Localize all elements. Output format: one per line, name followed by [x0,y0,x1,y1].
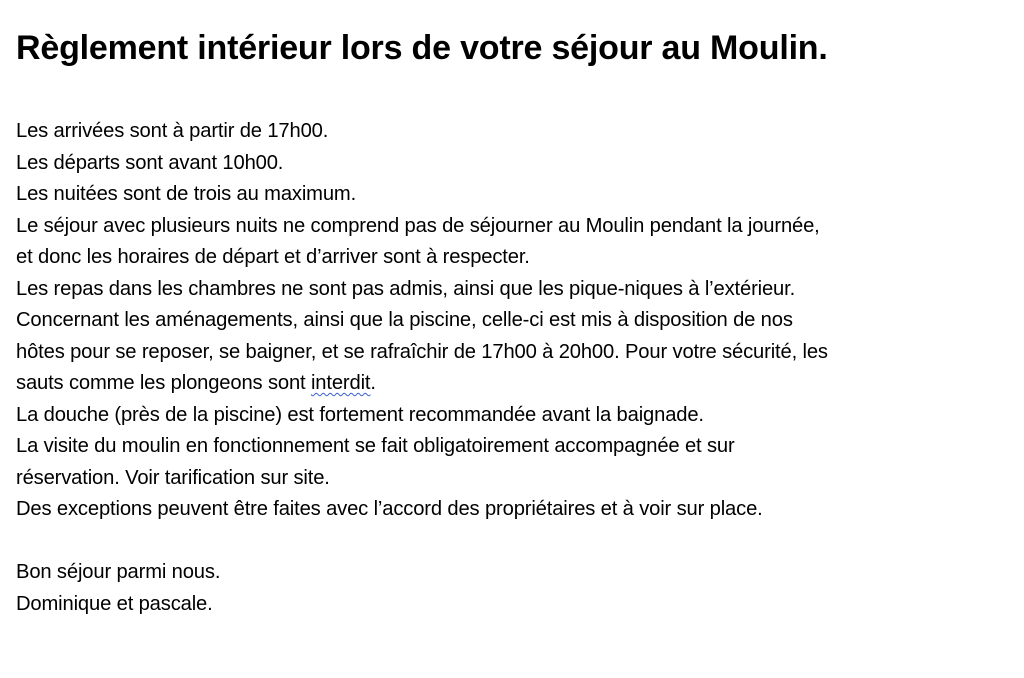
text-line-pool-3-start: sauts comme les plongeons sont [16,372,311,394]
text-line-nights: Les nuitées sont de trois au maximum. [16,183,357,205]
text-line-pool-1: Concernant les aménagements, ainsi que la piscine, celle-ci est mis à disposition de nos [16,309,793,331]
paragraph-spacer [16,526,1008,558]
text-line-meals: Les repas dans les chambres ne sont pas admis, ainsi que les pique-niques à l’extérieur. [16,277,796,300]
text-line-pool-3 [16,368,1008,400]
document-body [16,116,1008,620]
text-line-closing: Bon séjour parmi nous. [16,561,221,583]
text-line-visit-1: La visite du moulin en fonctionnement se fait obligatoirement accompagnée et sur [16,435,735,457]
document-title: Règlement intérieur lors de votre séjour au Moulin. [16,29,828,67]
text-line-pool-2: hôtes pour se reposer, se baigner, et se rafraîchir de 17h00 à 20h00. Pour votre sécurité, les [16,340,828,363]
text-line-signature: Dominique et pascale. [16,592,213,615]
text-line-stay-1: Le séjour avec plusieurs nuits ne comprend pas de séjourner au Moulin pendant la journée, [16,214,820,237]
spellcheck-flagged-word: interdit [310,372,371,394]
text-line-arrivals: Les arrivées sont à partir de 17h00. [16,120,329,142]
document-page [16,24,1008,620]
text-line-pool-3-end: . [370,372,376,394]
text-line-departures: Les départs sont avant 10h00. [16,151,284,174]
text-line-stay-2: et donc les horaires de départ et d’arriver sont à respecter. [16,246,530,268]
text-line-visit-2: réservation. Voir tarification sur site. [16,466,330,489]
text-line-shower: La douche (près de la piscine) est fortement recommandée avant la baignade. [16,403,704,426]
text-line-exceptions: Des exceptions peuvent être faites avec l’accord des propriétaires et à voir sur place. [16,498,763,520]
